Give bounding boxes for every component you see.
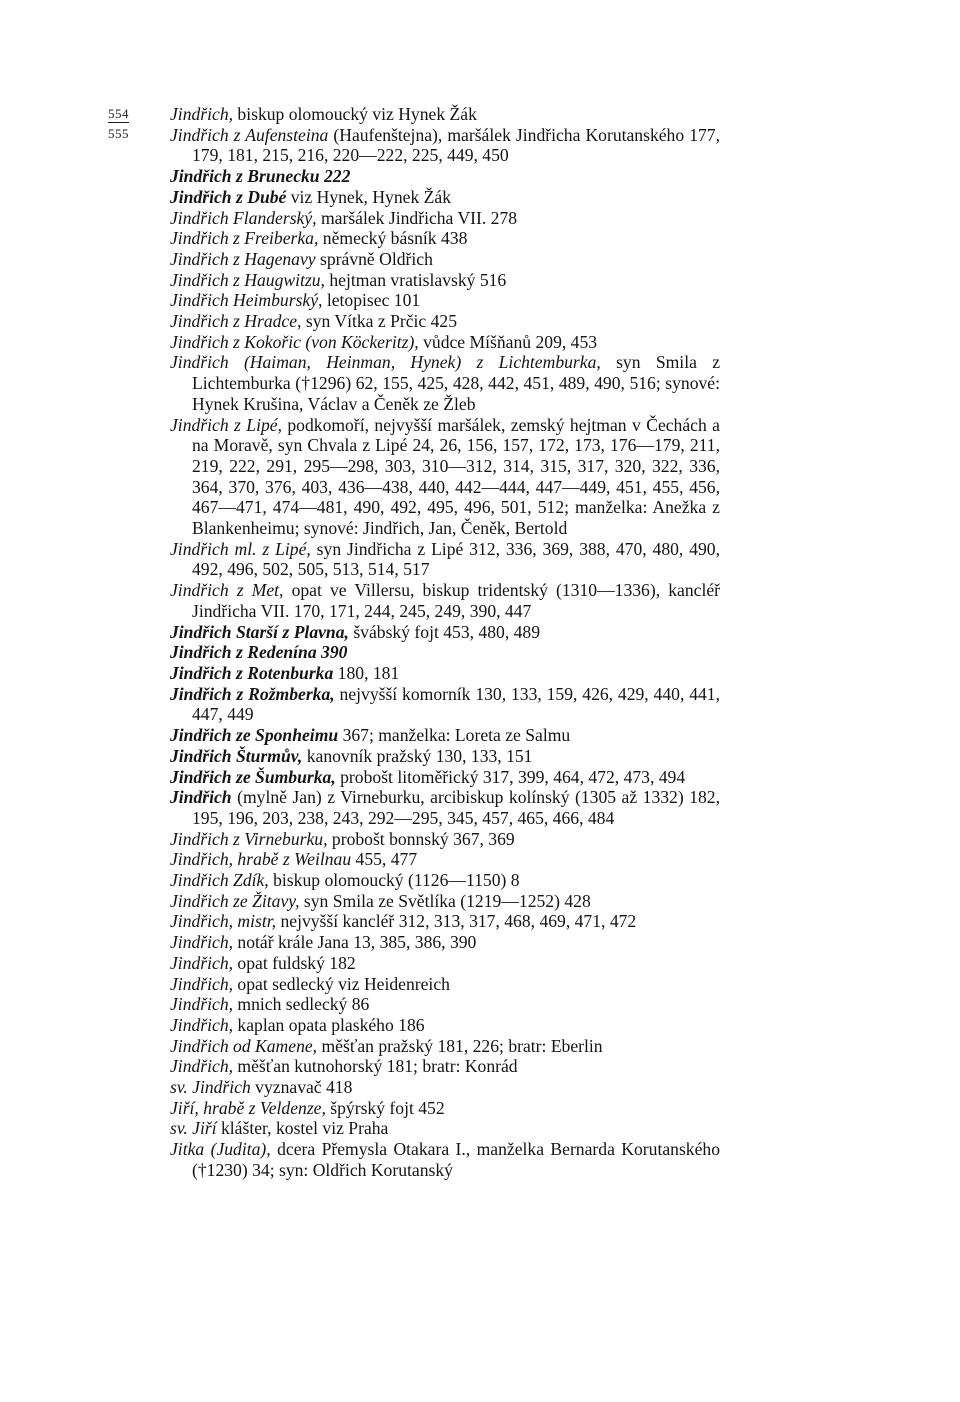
entry-text: (Haufenštejna), maršálek Jindřicha Korutanského 177, 179, 181, 215, 216, 220—222, 225, 449, 450 <box>192 124 720 166</box>
entry-heading: Jiří, hrabě z Veldenze, <box>170 1097 326 1118</box>
entry-text: kaplan opata plaského 186 <box>233 1014 425 1035</box>
entry-heading: Jindřich, hrabě z Weilnau <box>170 849 352 870</box>
index-entry <box>170 932 720 953</box>
entry-heading: Jindřich z Lipé, <box>170 414 282 435</box>
entry-text: syn Smila ze Světlíka (1219—1252) 428 <box>299 890 591 911</box>
entry-heading: Jindřich <box>170 787 232 808</box>
entry-heading: Jindřich Zdík, <box>170 870 269 891</box>
index-entry <box>170 332 720 353</box>
index-entry <box>170 891 720 912</box>
index-entry <box>170 580 720 621</box>
index-entry <box>170 166 720 187</box>
entry-text: německý básník 438 <box>318 228 468 249</box>
entry-text: správně Oldřich <box>315 248 433 269</box>
entry-heading: Jindřich ze Sponheimu <box>170 725 339 746</box>
entry-heading: Jindřich z Dubé <box>170 186 287 207</box>
index-entry <box>170 104 720 125</box>
entry-heading: Jindřich z Haugwitzu, <box>170 269 325 290</box>
entry-heading: Jitka (Judita), <box>170 1139 271 1160</box>
index-entry <box>170 539 720 580</box>
entry-text: opat fuldský 182 <box>233 952 356 973</box>
entry-heading: Jindřich, <box>170 104 234 124</box>
entry-text: švábský fojt 453, 480, 489 <box>348 621 541 642</box>
entry-heading: Jindřich z Freiberka, <box>170 228 319 249</box>
entry-heading: Jindřich z Redenína 390 <box>170 642 348 663</box>
entry-heading: Jindřich ze Žitavy, <box>170 890 300 911</box>
index-entry <box>170 829 720 850</box>
index-entries <box>170 104 720 1181</box>
entry-heading: Jindřich, mistr, <box>170 911 277 932</box>
entry-heading: Jindřich ze Šumburka, <box>170 766 336 787</box>
entry-text: mnich sedlecký 86 <box>233 994 370 1015</box>
entry-heading: Jindřich z Met, <box>170 580 284 601</box>
index-entry <box>170 663 720 684</box>
index-entry <box>170 208 720 229</box>
entry-heading: Jindřich z Hagenavy <box>170 248 316 269</box>
index-entry <box>170 1139 720 1180</box>
entry-text: nejvyšší kancléř 312, 313, 317, 468, 469, 471, 472 <box>276 911 637 932</box>
entry-text: notář krále Jana 13, 385, 386, 390 <box>233 932 477 953</box>
entry-heading: Jindřich, <box>170 973 234 994</box>
entry-text: vůdce Míšňanů 209, 453 <box>418 331 598 352</box>
entry-heading: Jindřich z Virneburku, <box>170 828 328 849</box>
index-entry <box>170 911 720 932</box>
index-entry <box>170 1098 720 1119</box>
index-entry <box>170 725 720 746</box>
index-entry <box>170 187 720 208</box>
entry-text: měšťan kutnohorský 181; bratr: Konrád <box>233 1056 518 1077</box>
entry-text: biskup olomoucký (1126—1150) 8 <box>268 870 520 891</box>
index-entry <box>170 1036 720 1057</box>
entry-text: 180, 181 <box>333 662 400 683</box>
entry-heading: Jindřich z Hradce, <box>170 311 302 332</box>
index-entry <box>170 290 720 311</box>
index-entry <box>170 1056 720 1077</box>
entry-heading: Jindřich Heimburský, <box>170 290 323 311</box>
index-entry <box>170 684 720 725</box>
entry-heading: Jindřich Flanderský, <box>170 207 317 228</box>
entry-text: (mylně Jan) z Virneburku, arcibiskup kolínský (1305 až 1332) 182, 195, 196, 203, 238, 243, 292—295, 345, 457, 465, 466, 484 <box>192 787 720 828</box>
index-entry <box>170 270 720 291</box>
entry-heading: Jindřich od Kamene, <box>170 1035 318 1056</box>
entry-heading: sv. Jiří <box>170 1118 217 1139</box>
index-entry <box>170 642 720 663</box>
entry-text: viz Hynek, Hynek Žák <box>286 186 451 207</box>
entry-text: probošt litoměřický 317, 399, 464, 472, 473, 494 <box>335 766 686 787</box>
index-entry <box>170 311 720 332</box>
index-entry <box>170 228 720 249</box>
entry-heading: Jindřich Starší z Plavna, <box>170 621 349 642</box>
entry-text: opat ve Villersu, biskup tridentský (1310—1336), kancléř Jindřicha VII. 170, 171, 244, 245, 249, 390, 447 <box>192 580 720 621</box>
index-entry <box>170 352 720 414</box>
entry-heading: Jindřich z Kokořic (von Köckeritz), <box>170 331 419 352</box>
entry-heading: Jindřich z Brunecku 222 <box>170 166 351 187</box>
entry-text: klášter, kostel viz Praha <box>216 1118 389 1139</box>
index-entry <box>170 787 720 828</box>
margin-line-numbers <box>108 104 129 144</box>
entry-heading: Jindřich z Aufensteina <box>170 124 329 145</box>
index-entry <box>170 415 720 539</box>
entry-heading: Jindřich z Rotenburka <box>170 662 334 683</box>
entry-text: biskup olomoucký viz Hynek Žák <box>233 104 477 124</box>
entry-text: opat sedlecký viz Heidenreich <box>233 973 450 994</box>
entry-heading: Jindřich z Rožmberka, <box>170 683 335 704</box>
index-entry <box>170 767 720 788</box>
entry-text: špýrský fojt 452 <box>325 1097 445 1118</box>
entry-text: dcera Přemysla Otakara I., manželka Bernarda Korutanského (†1230) 34; syn: Oldřich Korutanský <box>192 1139 720 1180</box>
index-entry <box>170 953 720 974</box>
entry-text: maršálek Jindřicha VII. 278 <box>316 207 518 228</box>
entry-text: hejtman vratislavský 516 <box>324 269 507 290</box>
entry-heading: Jindřich, <box>170 994 234 1015</box>
index-entry <box>170 622 720 643</box>
index-entry <box>170 1077 720 1098</box>
index-entry <box>170 994 720 1015</box>
entry-text: kanovník pražský 130, 133, 151 <box>302 745 533 766</box>
entry-heading: Jindřich, <box>170 1014 234 1035</box>
index-entry <box>170 974 720 995</box>
entry-text: probošt bonnský 367, 369 <box>327 828 515 849</box>
index-entry <box>170 249 720 270</box>
entry-heading: Jindřich, <box>170 1056 234 1077</box>
entry-heading: sv. Jindřich <box>170 1077 251 1098</box>
entry-text: vyznavač 418 <box>250 1077 353 1098</box>
entry-text: 367; manželka: Loreta ze Salmu <box>338 725 571 746</box>
entry-heading: Jindřich, <box>170 932 234 953</box>
index-entry <box>170 746 720 767</box>
index-entry <box>170 125 720 166</box>
entry-text: syn Smila z Lichtemburka (†1296) 62, 155, 425, 428, 442, 451, 489, 490, 516; synové: Hynek Krušina, Václav a Čeněk ze Žleb <box>192 352 721 414</box>
index-entry <box>170 849 720 870</box>
entry-text: měšťan pražský 181, 226; bratr: Eberlin <box>317 1035 603 1056</box>
index-entry <box>170 1118 720 1139</box>
index-entry <box>170 1015 720 1036</box>
index-entry <box>170 870 720 891</box>
entry-heading: Jindřich Šturmův, <box>170 745 303 766</box>
entry-text: syn Jindřicha z Lipé 312, 336, 369, 388, 470, 480, 490, 492, 496, 502, 505, 513, 514, 517 <box>192 538 720 580</box>
entry-text: podkomoří, nejvyšší maršálek, zemský hejtman v Čechách a na Moravě, syn Chvala z Lipé 24, 26, 156, 157, 172, 173, 176—179, 211, 219, 222, 291, 295—298, 303, 310—312, 314, 315, 317, 320, 322, 336, 364, 370, 376, 403, 436—438, 440, 442—444, 447—449, 451, 455, 456, 467—471, 474—481, 490, 492, 495, 496, 501, 512; manželka: Anežka z Blankenheimu; synové: Jindřich, Jan, Čeněk, Bertold <box>192 414 720 539</box>
entry-heading: Jindřich (Haiman, Heinman, Hynek) z Lichtemburka, <box>170 352 601 373</box>
entry-text: syn Vítka z Prčic 425 <box>301 311 458 332</box>
entry-heading: Jindřich, <box>170 952 234 973</box>
margin-number: 555 <box>108 126 129 141</box>
margin-number: 554 <box>108 104 129 124</box>
entry-text: 455, 477 <box>351 849 418 870</box>
entry-text: letopisec 101 <box>322 290 421 311</box>
entry-heading: Jindřich ml. z Lipé, <box>170 538 311 559</box>
entry-text: nejvyšší komorník 130, 133, 159, 426, 429, 440, 441, 447, 449 <box>192 683 720 725</box>
